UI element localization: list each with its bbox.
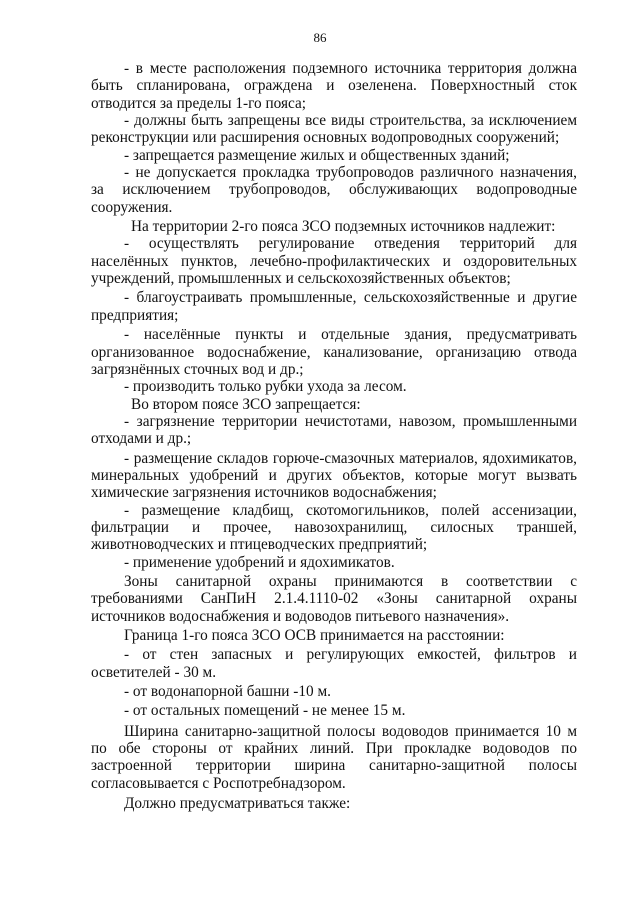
paragraph: - от водонапорной башни -10 м.	[124, 683, 332, 701]
paragraph: Во втором поясе ЗСО запрещается:	[131, 395, 361, 413]
paragraph: Ширина санитарно-защитной полосы водоводов принимается 10 м по обе стороны от крайних линий. При прокладке водоводов по застроенной территории ширина санитарно-защитной полосы согласовывается с Роспотребнадзором.	[91, 722, 577, 792]
paragraph: - загрязнение территории нечистотами, навозом, промышленными отходами и др.;	[91, 412, 577, 448]
paragraph: - от остальных помещений - не менее 15 м.	[124, 702, 406, 720]
paragraph: - производить только рубки ухода за лесом.	[124, 378, 407, 396]
paragraph: - применение удобрений и ядохимикатов.	[124, 553, 395, 571]
paragraph: - благоустраивать промышленные, сельскохозяйственные и другие предприятия;	[91, 289, 577, 324]
page-number: 86	[313, 30, 327, 45]
paragraph: - осуществлять регулирование отведения территорий для населённых пунктов, лечебно-профилактических и оздоровительных учреждений, промышленных и сельскохозяйственных объектов;	[91, 235, 577, 288]
paragraph: - должны быть запрещены все виды строительства, за исключением реконструкции или расширения основных водопроводных сооружений;	[91, 112, 577, 147]
paragraph: - размещение кладбищ, скотомогильников, полей ассенизации, фильтрации и прочее, навозохранилищ, силосных траншей, животноводческих и птицеводческих предприятий;	[91, 501, 577, 554]
paragraph: Должно предусматриваться также:	[124, 795, 351, 813]
paragraph: - населённые пункты и отдельные здания, предусматривать организованное водоснабжение, канализование, организацию отвода загрязнённых сточных вод и др.;	[91, 326, 577, 378]
paragraph: - в месте расположения подземного источника территория должна быть спланирована, ограждена и озеленена. Поверхностный сток отводится за пределы 1-го пояса;	[91, 60, 577, 112]
paragraph: Граница 1-го пояса ЗСО ОСВ принимается на расстоянии:	[124, 627, 505, 644]
paragraph: - размещение складов горюче-смазочных материалов, ядохимикатов, минеральных удобрений и других объектов, которые могут вызвать химические загрязнения источников водоснабжения;	[91, 449, 577, 502]
document-body	[91, 60, 577, 812]
paragraph: - не допускается прокладка трубопроводов различного назначения, за исключением трубопроводов, обслуживающих водопроводные сооружения.	[91, 164, 577, 216]
paragraph: - запрещается размещение жилых и общественных зданий;	[124, 146, 510, 164]
paragraph: На территории 2-го пояса ЗСО подземных источников надлежит:	[131, 218, 556, 236]
paragraph: Зоны санитарной охраны принимаются в соответствии с требованиями СанПиН 2.1.4.1110-02 «Зоны санитарной охраны источников водоснабжения и водоводов питьевого назначения».	[91, 572, 577, 625]
paragraph: - от стен запасных и регулирующих емкостей, фильтров и осветителей - 30 м.	[91, 646, 577, 681]
